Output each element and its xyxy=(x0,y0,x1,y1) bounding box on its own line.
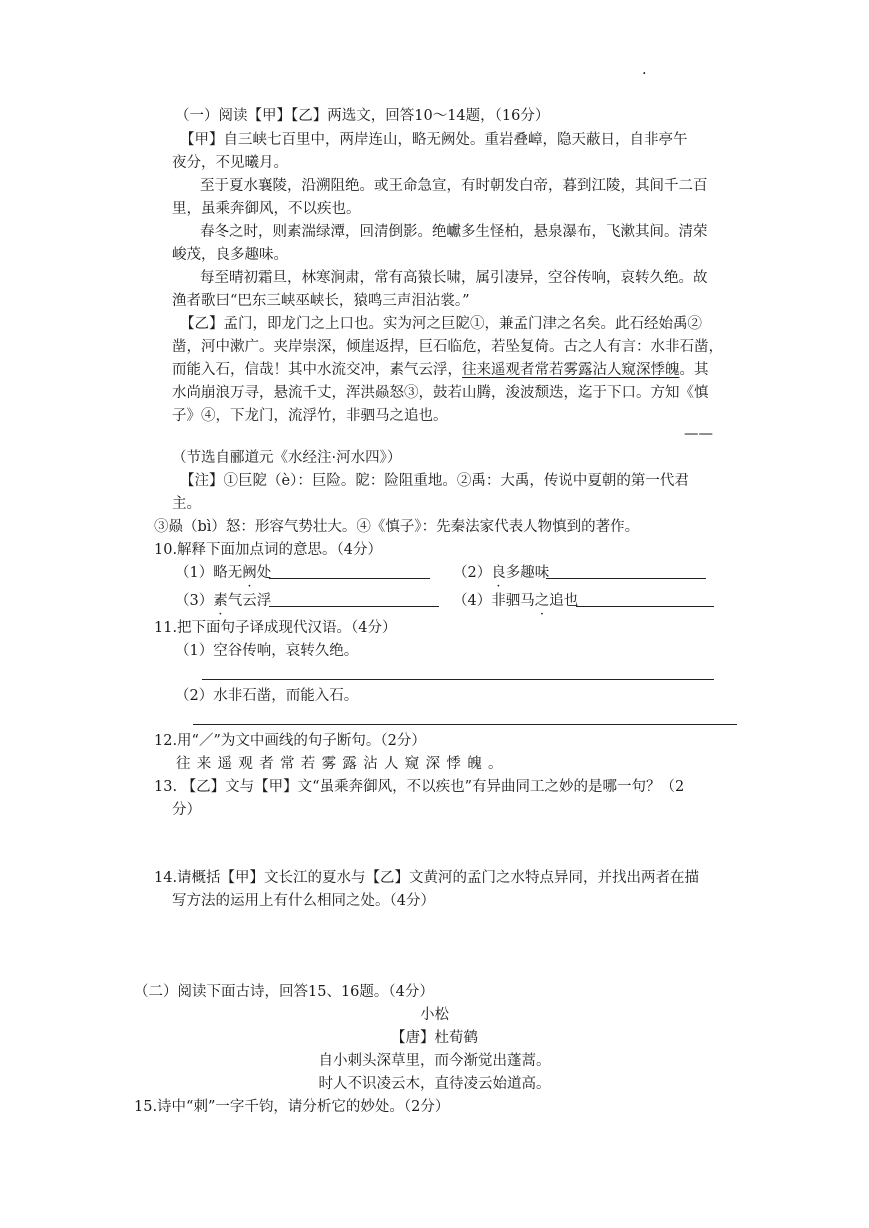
q10-item4-pre: （4）非驷马 xyxy=(453,593,535,609)
q11-answer-line-1[interactable] xyxy=(202,679,714,680)
q13-line2: 分） xyxy=(172,802,201,818)
underlined-sentence: 往来遥观者常若雾露沾人窥深悸魄 xyxy=(462,362,680,378)
q10-item1 xyxy=(175,563,271,583)
jia-p3-line2: 峻茂，良多趣味。 xyxy=(172,247,288,263)
q10-answer-blank-1[interactable] xyxy=(269,578,430,579)
section2-heading: （二）阅读下面古诗，回答15、16题。（4分） xyxy=(134,984,434,1000)
header-dot: . xyxy=(642,62,647,78)
q12-title: 12.用“／”为文中画线的句子断句。（2分） xyxy=(154,733,426,749)
q15-title: 15.诗中“刺”一字千钧，请分析它的妙处。（2分） xyxy=(134,1099,450,1115)
q10-item1-pre: （1）略无 xyxy=(175,565,243,581)
poem-line1: 自小刺头深草里，而今渐觉出蓬蒿。 xyxy=(318,1053,551,1069)
poem-line2: 时人不识凌云木，直待凌云始道高。 xyxy=(318,1076,551,1092)
q10-item2-post: 多趣味 xyxy=(505,565,550,581)
q10-item3-dotted-word: 素 xyxy=(213,593,228,609)
q10-answer-blank-2[interactable] xyxy=(546,578,706,579)
jia-p2-line1: 至于夏水襄陵，沿溯阻绝。或王命急宣，有时朝发白帝，暮到江陵，其间千二百 xyxy=(200,178,708,194)
q13-line1: 13. 【乙】文与【甲】文“虽乘奔御风，不以疾也”有异曲同工之妙的是哪一句？（2 xyxy=(154,779,685,795)
section1-heading: （一）阅读【甲】【乙】两选文，回答10～14题，（16分） xyxy=(175,108,550,124)
yi-line3-post: 。其 xyxy=(679,362,709,378)
jia-p2-line2: 里，虽乘奔御风，不以疾也。 xyxy=(172,201,361,217)
q10-item4 xyxy=(453,591,578,611)
q10-item3 xyxy=(175,591,271,611)
jia-p1-line1: 【甲】自三峡七百里中，两岸连山，略无阙处。重岩叠嶂，隐天蔽日，自非亭午 xyxy=(180,132,688,148)
jia-p4-line1: 每至晴初霜旦，林寒涧肃，常有高猿长啸，属引凄异，空谷传响，哀转久绝。故 xyxy=(200,270,708,286)
q10-item4-dotted-word: 之 xyxy=(534,593,550,609)
poem-title: 小松 xyxy=(420,1007,449,1023)
source-dash: —— xyxy=(684,426,713,442)
yi-line1: 【乙】孟门，即龙门之上口也。实为河之巨阸①，兼孟门津之名矣。此石经始禹② xyxy=(180,316,702,332)
q11-answer-line-2[interactable] xyxy=(193,724,737,725)
q10-item4-post: 追也 xyxy=(549,593,579,609)
yi-line2: 凿，河中漱广。夹岸崇深，倾崖返捍，巨石临危，若坠复倚。古之人有言：水非石凿， xyxy=(172,339,723,355)
q10-item2-dotted-word: 良 xyxy=(491,565,506,581)
q10-answer-blank-4[interactable] xyxy=(576,606,714,607)
q10-item1-post: 处 xyxy=(256,565,272,581)
q10-item3-pre: （3） xyxy=(175,593,214,609)
poem-author: 【唐】杜荀鹤 xyxy=(391,1030,478,1046)
note-line2: 主。 xyxy=(172,496,201,512)
note-line3: ③赑（bì）怒：形容气势壮大。④《慎子》：先秦法家代表人物慎到的著作。 xyxy=(154,519,640,535)
yi-line3-pre: 而能入石，信哉！其中水流交冲，素气云浮， xyxy=(172,362,462,378)
q10-item2-pre: （2） xyxy=(453,565,492,581)
q10-item3-post: 气云浮 xyxy=(227,593,272,609)
note-line1: 【注】①巨阸（è）：巨险。阸：险阻重地。②禹：大禹，传说中夏朝的第一代君 xyxy=(180,473,689,489)
q10-answer-blank-3[interactable] xyxy=(269,606,439,607)
jia-p3-line1: 春冬之时，则素湍绿潭，回清倒影。绝巘多生怪柏，悬泉瀑布，飞漱其间。清荣 xyxy=(200,224,708,240)
jia-p4-line2: 渔者歌曰“巴东三峡巫峡长，猿鸣三声泪沾裳。” xyxy=(172,293,470,309)
q10-title: 10.解释下面加点词的意思。（4分） xyxy=(154,542,383,558)
q10-item2 xyxy=(453,563,549,583)
q11-sentence1: （1）空谷传响，哀转久绝。 xyxy=(175,643,359,659)
q12-sentence: 往来遥观者常若雾露沾人窥深悸魄。 xyxy=(176,756,509,772)
q10-item1-dotted-word: 阙 xyxy=(242,565,257,581)
source-citation: （节选自郦道元《水经注·河水四》） xyxy=(172,450,402,466)
jia-p1-line2: 夜分，不见曦月。 xyxy=(172,155,288,171)
yi-line3 xyxy=(172,360,709,380)
q11-sentence2: （2）水非石凿，而能入石。 xyxy=(175,688,359,704)
q11-title: 11.把下面句子译成现代汉语。（4分） xyxy=(154,620,397,636)
yi-line4: 水尚崩浪万寻，悬流千丈，浑洪赑怒③，鼓若山腾，浚波颓迭，迄于下口。方知《慎 xyxy=(172,385,709,401)
yi-line5: 子》④，下龙门，流浮竹，非驷马之追也。 xyxy=(172,408,448,424)
q14-line2: 写方法的运用上有什么相同之处。（4分） xyxy=(172,893,435,909)
q14-line1: 14.请概括【甲】文长江的夏水与【乙】文黄河的孟门之水特点异同，并找出两者在描 xyxy=(154,870,700,886)
